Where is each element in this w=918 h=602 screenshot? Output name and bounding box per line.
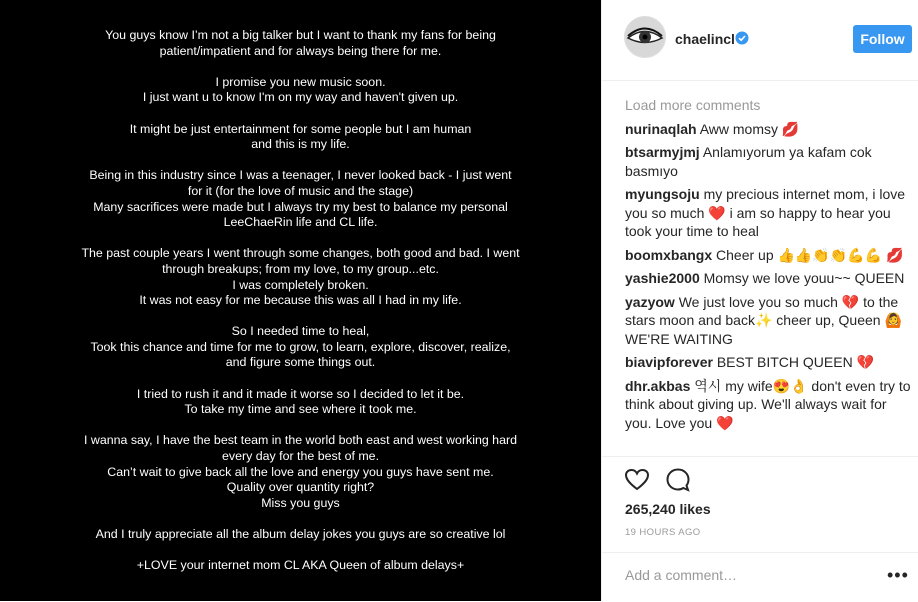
- post-text-line: I tried to rush it and it made it worse so I decided to let it be.: [136, 386, 465, 401]
- post-text-line: It might be just entertainment for some people but I am human: [129, 121, 472, 136]
- post-text-line: It was not easy for me because this was all I had in my life.: [139, 293, 462, 308]
- comment-username[interactable]: boomxbangx: [625, 246, 713, 263]
- post-text-line: Can’t wait to give back all the love and energy you guys have sent me.: [107, 464, 494, 479]
- post-text-line: through breakups; from my love, to my group...etc.: [162, 261, 439, 276]
- comment: [625, 120, 915, 139]
- verified-badge-icon: [735, 31, 749, 45]
- paragraph-gap: [0, 231, 601, 247]
- post-text-line: I was completely broken.: [232, 277, 369, 292]
- post-text-line: And I truly appreciate all the album delay jokes you guys are so creative lol: [95, 527, 506, 541]
- post-text-line: Miss you guys: [261, 495, 340, 510]
- action-bar: [602, 456, 918, 547]
- post-text-line: You guys know I’m not a big talker but I want to thank my fans for being: [105, 28, 496, 42]
- post-text-line: I just want u to know I'm on my way and haven't given up.: [142, 90, 459, 105]
- more-options-icon[interactable]: •••: [887, 565, 909, 585]
- post-text-line: for it (for the love of music and the stage): [187, 183, 414, 198]
- comment-username[interactable]: yashie2000: [625, 270, 700, 286]
- avatar[interactable]: [624, 16, 666, 58]
- comment: [625, 377, 915, 433]
- comment-text: my precious internet mom, i love you so much ❤️ i am so happy to hear you took your time to heal: [625, 186, 906, 239]
- post-text-line: Quality over quantity right?: [226, 480, 375, 495]
- comment: [625, 185, 915, 241]
- paragraph-gap: [0, 153, 601, 169]
- paragraph-gap: [0, 371, 601, 387]
- post-text-line: +LOVE your internet mom CL AKA Queen of album delays+: [136, 558, 465, 573]
- comment-text: We just love you so much 💔 to the stars moon and back✨ cheer up, Queen 🙆 WE'RE WAITING: [625, 293, 902, 347]
- comment: [625, 269, 915, 288]
- add-comment-bar: [602, 552, 918, 602]
- paragraph-gap: [0, 543, 601, 559]
- paragraph-gap: [0, 511, 601, 527]
- comment-username[interactable]: myungsoju: [625, 186, 700, 202]
- load-more-comments-link[interactable]: Load more comments: [625, 97, 761, 113]
- post-text-block: [0, 28, 601, 574]
- comment-text: Anlamıyorum ya kafam cok basmıyo: [625, 144, 872, 179]
- comment-text: Cheer up 👍👍👏👏💪💪 💋: [716, 246, 904, 263]
- like-heart-icon[interactable]: [624, 467, 650, 493]
- post-text-line: So I needed time to heal,: [231, 324, 370, 339]
- post-text-line: and this is my life.: [251, 137, 350, 152]
- post-text-line: I promise you new music soon.: [215, 74, 386, 89]
- post-text-line: Took this chance and time for me to grow, to learn, explore, discover, realize,: [90, 339, 511, 354]
- comment-text: BEST BITCH QUEEN 💔: [716, 354, 875, 370]
- post-text-line: To take my time and see where it took me.: [184, 402, 417, 417]
- post-timestamp: 19 HOURS AGO: [625, 527, 701, 538]
- comment: [625, 246, 915, 265]
- comment: [625, 353, 915, 372]
- comment-bubble-icon[interactable]: [665, 467, 691, 493]
- comment-username[interactable]: biavipforever: [625, 354, 713, 370]
- like-count[interactable]: 265,240 likes: [625, 501, 711, 517]
- post-text-line: The past couple years I went through some changes, both good and bad. I went: [81, 246, 520, 261]
- paragraph-gap: [0, 418, 601, 434]
- comment-username[interactable]: nurinaqlah: [625, 120, 697, 137]
- paragraph-gap: [0, 59, 601, 75]
- post-text-line: every day for the best of me.: [221, 449, 380, 464]
- follow-button[interactable]: Follow: [853, 25, 912, 53]
- comment-username[interactable]: yazyow: [625, 293, 675, 310]
- paragraph-gap: [0, 106, 601, 122]
- comment: [625, 143, 915, 180]
- post-header: [602, 0, 918, 81]
- comment-text: 역시 my wife😍👌 don't even try to think about giving up. We'll always wait for you. Love you ❤️: [625, 377, 911, 431]
- post-text-line: and figure some things out.: [225, 355, 376, 370]
- username[interactable]: chaelincl: [675, 31, 735, 47]
- comment-username[interactable]: btsarmyjmj: [625, 144, 700, 160]
- comment-username[interactable]: dhr.akbas: [625, 377, 691, 394]
- post-text-line: patient/impatient and for always being there for me.: [159, 43, 442, 58]
- avatar-eye-icon: [625, 17, 665, 57]
- add-comment-input[interactable]: Add a comment…: [625, 567, 738, 583]
- comment: [625, 293, 915, 349]
- post-text-line: I wanna say, I have the best team in the world both east and west working hard: [83, 433, 517, 448]
- post-text-line: LeeChaeRin life and CL life.: [223, 215, 378, 230]
- comments-list: [625, 96, 915, 456]
- paragraph-gap: [0, 309, 601, 325]
- post-text-line: Being in this industry since I was a teenager, I never looked back - I just went: [89, 168, 512, 183]
- post-text-line: Many sacrifices were made but I always try my best to balance my personal: [93, 199, 508, 214]
- comment-text: Momsy we love youu~~ QUEEN: [703, 270, 905, 286]
- comment-text: Aww momsy 💋: [699, 120, 800, 137]
- post-sidebar: [601, 0, 918, 601]
